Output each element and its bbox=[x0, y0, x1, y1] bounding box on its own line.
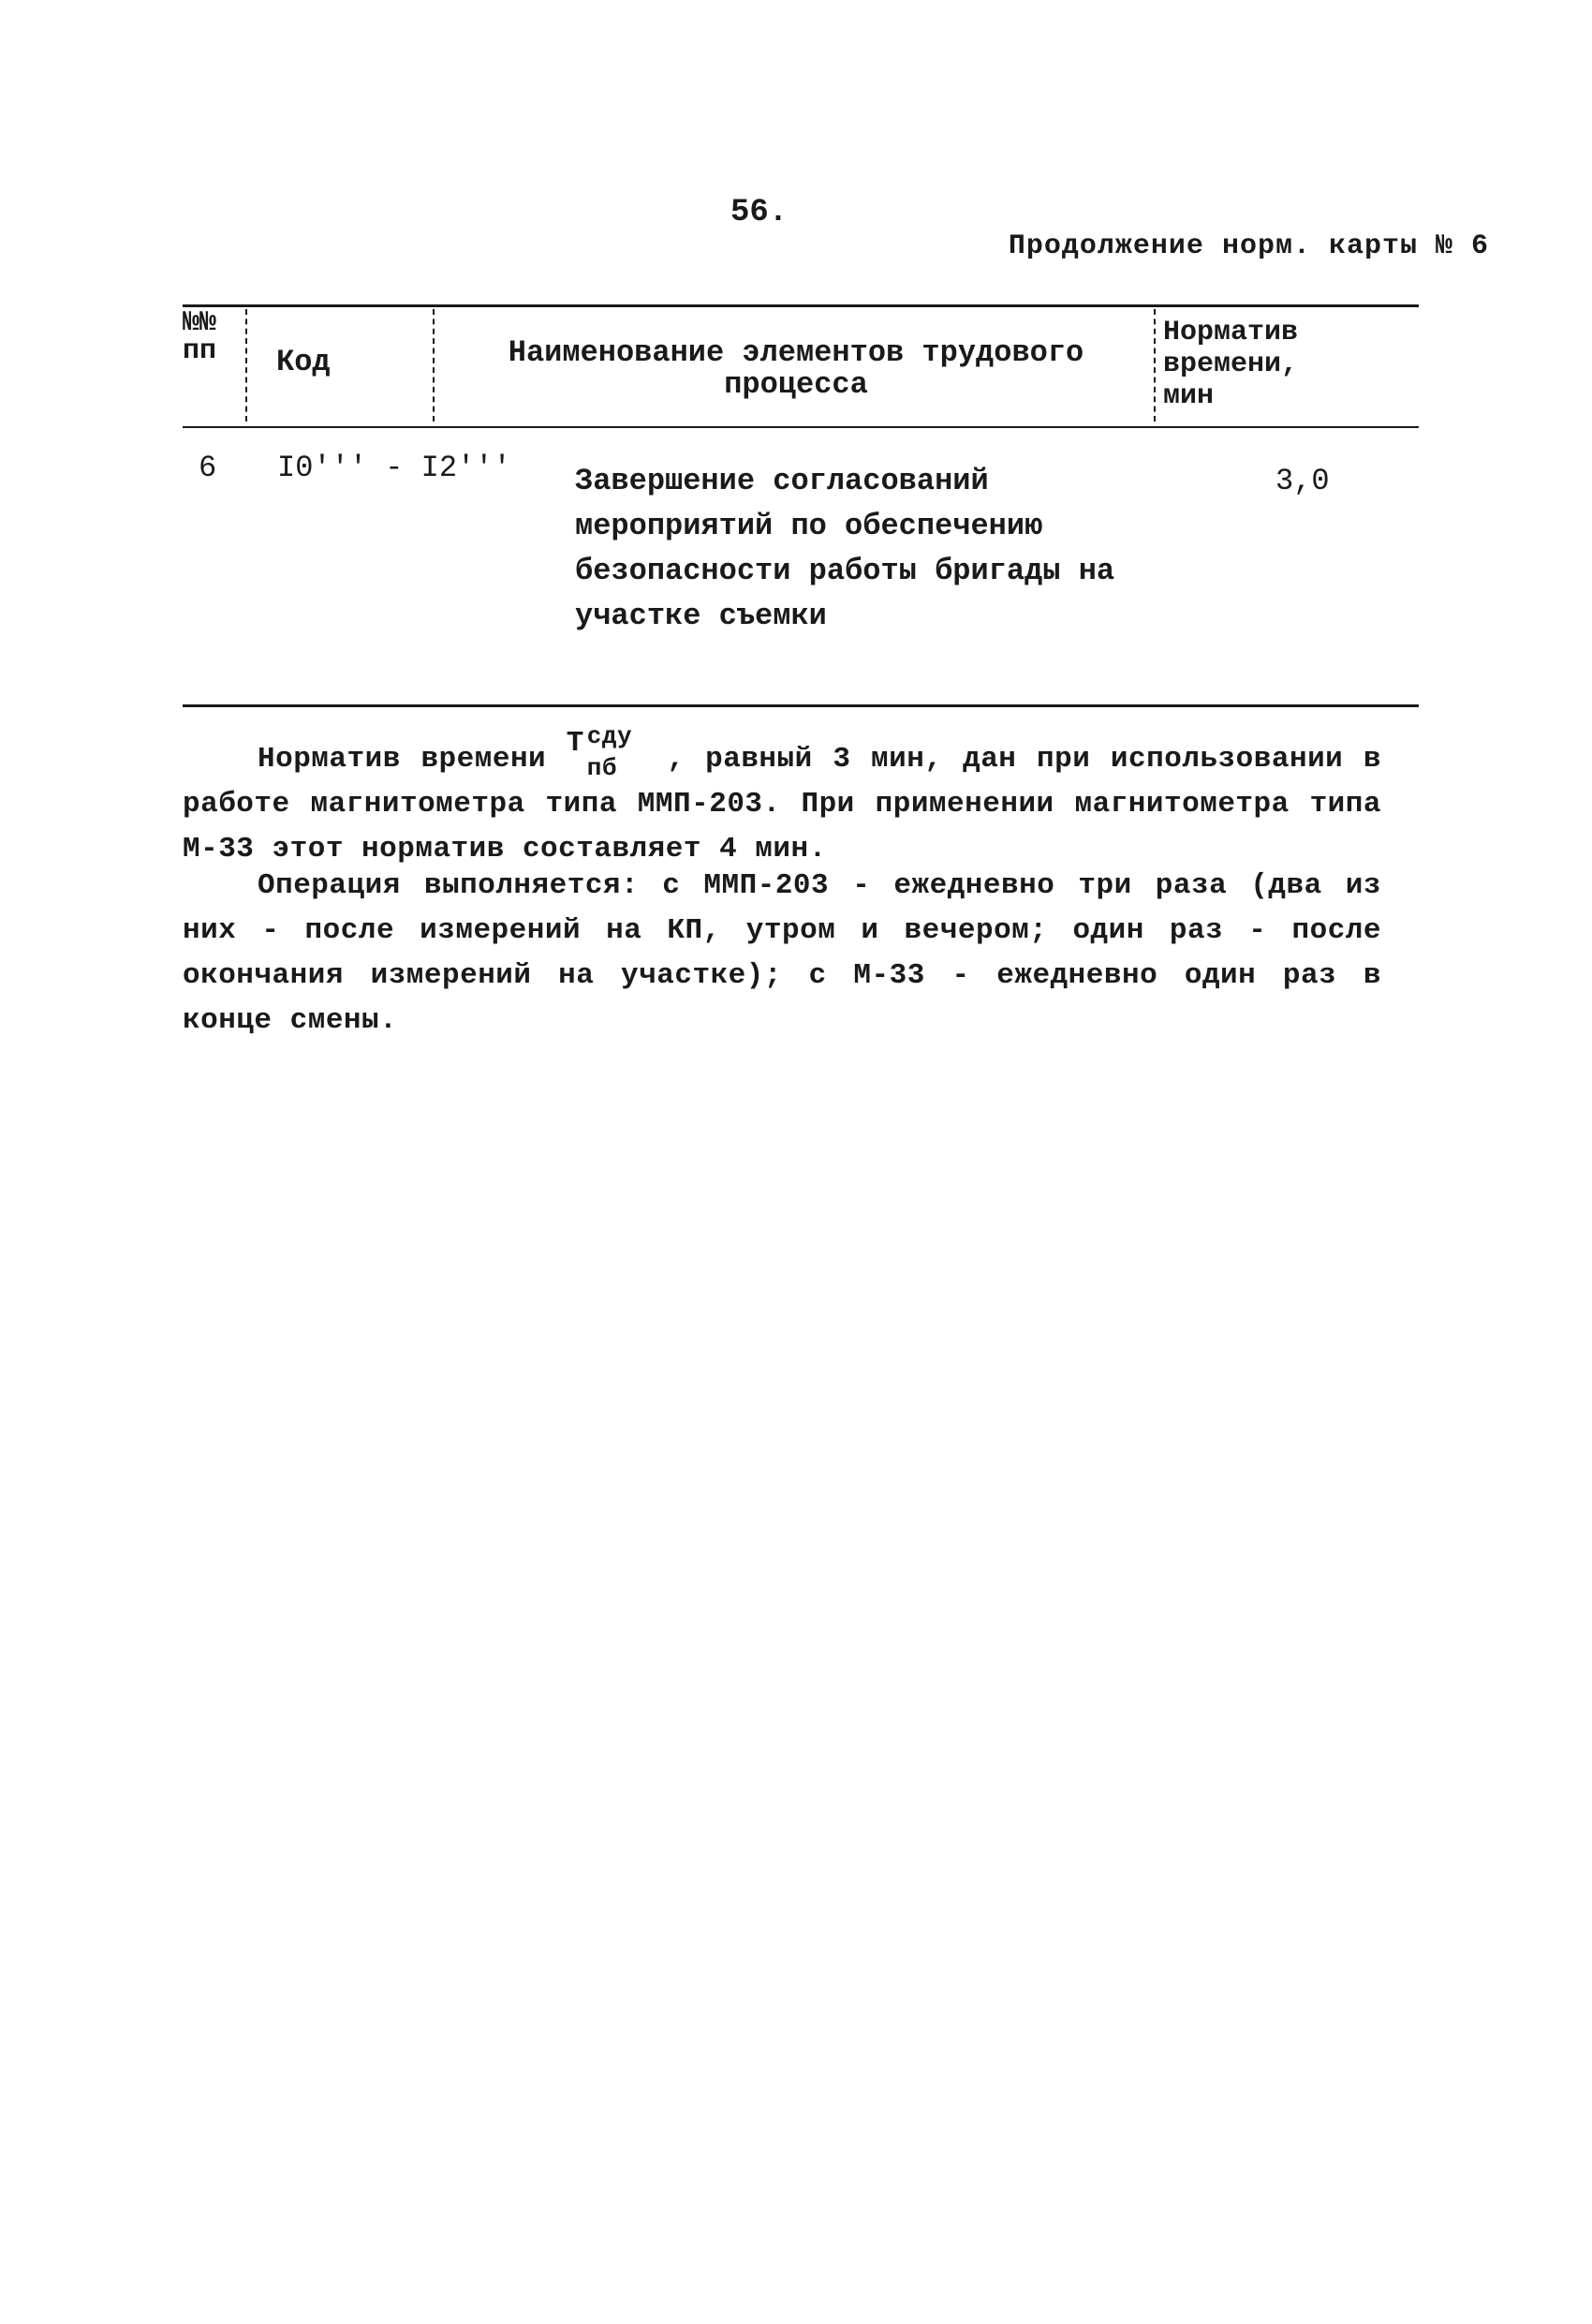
note-1-end: , равный 3 мин, дан при использовании в работе магнитометра типа ММП-203. При применении магнитометра типа М-33 этот норматив составляет 4 мин. bbox=[183, 743, 1381, 866]
note-paragraph-1 bbox=[183, 722, 1381, 872]
table-bottom-rule bbox=[183, 704, 1419, 707]
table-divider bbox=[245, 309, 247, 422]
continuation-caption: Продолжение норм. карты № 6 bbox=[1008, 230, 1489, 262]
header-num: №№ пп bbox=[183, 307, 217, 367]
header-norm: Норматив времени, мин bbox=[1163, 317, 1299, 412]
table-top-rule bbox=[183, 304, 1419, 307]
note-1-start: Норматив времени bbox=[258, 743, 567, 776]
symbol-superscript: сдy bbox=[586, 722, 633, 750]
table-divider bbox=[1154, 309, 1156, 422]
note-paragraph-2 bbox=[183, 864, 1381, 1044]
row-norm: 3,0 bbox=[1275, 464, 1330, 498]
header-name: Наименование элементов трудового процесса bbox=[508, 335, 1084, 402]
symbol-base: T bbox=[566, 727, 584, 760]
row-num: 6 bbox=[199, 451, 217, 485]
time-norm-symbol bbox=[566, 722, 647, 782]
row-name: Завершение согласований мероприятий по обеспечению безопасности работы бригады на участке съемки bbox=[575, 464, 1115, 633]
note-2-text: Операция выполняется: с ММП-203 - ежедневно три раза (два из них - после измерений на КП, утром и вечером; один раз - после окончания измерений на участке); с М-33 - ежедневно один раз в конце смены. bbox=[183, 869, 1381, 1037]
header-code: Код bbox=[276, 345, 331, 379]
symbol-subscript: пб bbox=[586, 754, 617, 782]
row-code: I0''' - I2''' bbox=[277, 451, 511, 485]
page-number: 56. bbox=[730, 195, 789, 230]
table-header-rule bbox=[183, 426, 1419, 428]
table-divider bbox=[433, 309, 435, 422]
